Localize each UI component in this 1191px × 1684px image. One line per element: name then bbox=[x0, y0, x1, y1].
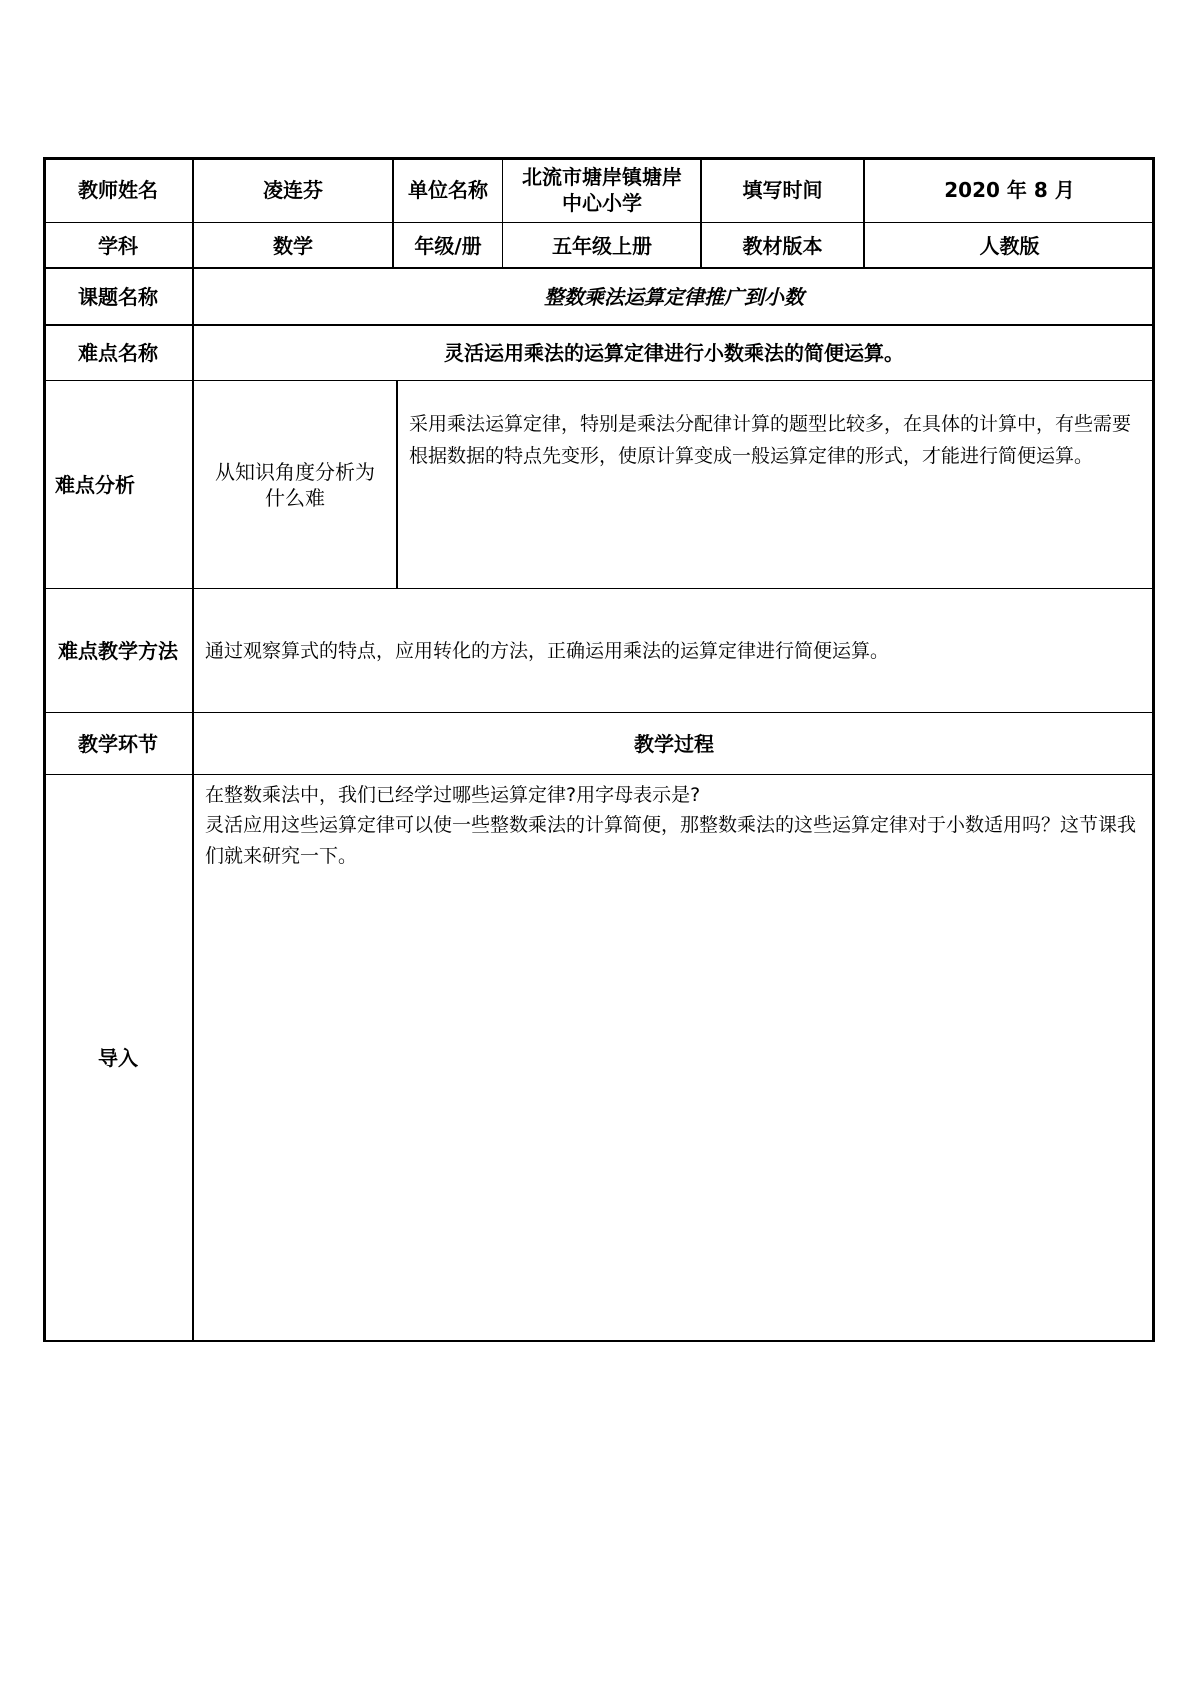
column-divider bbox=[700, 157, 702, 268]
table-border-bottom bbox=[43, 1340, 1155, 1342]
row-divider bbox=[43, 267, 1155, 269]
process-header-value: 教学过程 bbox=[634, 732, 714, 756]
fill-time-value: 2020 年 8 月 bbox=[944, 178, 1075, 202]
column-divider bbox=[392, 157, 394, 268]
unit-name-label: 单位名称 bbox=[408, 178, 488, 202]
row-divider bbox=[43, 712, 1155, 713]
edition-label: 教材版本 bbox=[742, 233, 823, 258]
column-divider bbox=[192, 157, 194, 1342]
analysis-sub-label: 从知识角度分析为什么难 bbox=[215, 460, 375, 510]
edition-value: 人教版 bbox=[979, 233, 1040, 258]
row-divider bbox=[43, 588, 1155, 589]
row-divider bbox=[43, 380, 1155, 381]
teacher-name-label: 教师姓名 bbox=[78, 178, 158, 202]
topic-value: 整数乘法运算定律推广到小数 bbox=[544, 284, 804, 309]
intro-line-2: 灵活应用这些运算定律可以使一些整数乘法的计算简便，那整数乘法的这些运算定律对于小数适用吗？这节课我们就来研究一下。 bbox=[205, 814, 1137, 867]
intro-label: 导入 bbox=[98, 1046, 138, 1070]
intro-line-1: 在整数乘法中，我们已经学过哪些运算定律?用字母表示是? bbox=[205, 784, 701, 806]
teacher-name-value: 凌连芬 bbox=[263, 178, 323, 202]
column-divider bbox=[863, 157, 865, 268]
grade-value: 五年级上册 bbox=[552, 233, 652, 258]
difficulty-label: 难点名称 bbox=[78, 341, 158, 365]
column-divider bbox=[396, 381, 398, 589]
analysis-label: 难点分析 bbox=[55, 473, 135, 497]
grade-label: 年级/册 bbox=[414, 233, 482, 258]
row-divider bbox=[43, 324, 1155, 326]
table-border-top bbox=[43, 157, 1155, 160]
row-divider bbox=[43, 774, 1155, 775]
table-border-right bbox=[1152, 157, 1155, 1342]
difficulty-value: 灵活运用乘法的运算定律进行小数乘法的简便运算。 bbox=[444, 341, 904, 365]
column-divider bbox=[502, 157, 503, 268]
intro-content bbox=[193, 775, 1155, 1341]
row-divider bbox=[43, 222, 1155, 223]
table-border-left bbox=[43, 157, 46, 1342]
subject-label: 学科 bbox=[98, 233, 138, 258]
topic-label: 课题名称 bbox=[78, 284, 158, 309]
analysis-text: 采用乘法运算定律，特别是乘法分配律计算的题型比较多，在具体的计算中，有些需要根据数据的特点先变形，使原计算变成一般运算定律的形式，才能进行简便运算。 bbox=[409, 413, 1132, 467]
method-text: 通过观察算式的特点，应用转化的方法，正确运用乘法的运算定律进行简便运算。 bbox=[205, 639, 890, 662]
fill-time-label: 填写时间 bbox=[742, 178, 823, 202]
subject-value: 数学 bbox=[273, 233, 313, 258]
process-header-label: 教学环节 bbox=[78, 732, 158, 756]
unit-name-value: 北流市塘岸镇塘岸中心小学 bbox=[522, 165, 682, 215]
method-label: 难点教学方法 bbox=[58, 639, 178, 663]
